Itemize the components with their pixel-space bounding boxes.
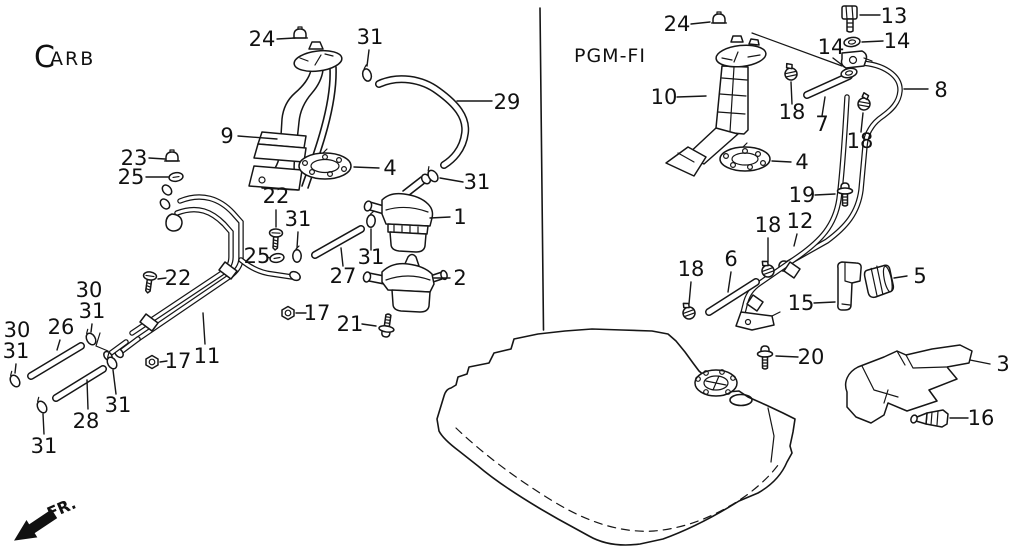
screw-22-icon-a [269,229,283,251]
cap-24-icon-right [712,12,727,23]
part-label-25-5: 25 [117,165,145,189]
pump-base-plate-carb [299,149,351,179]
part-label-31-25: 31 [104,393,132,417]
tank-mount-bracket-3 [846,345,972,423]
part-label-2-14: 2 [453,266,467,290]
fuel-tank [437,329,795,545]
part-label-1-10: 1 [453,205,467,229]
callout-leader-26-20 [57,340,60,350]
part-label-24-28: 24 [663,12,691,36]
callout-leader-12-39 [794,234,797,246]
part-label-13-29: 13 [880,4,908,28]
clamp-18-icon-1 [783,62,798,81]
part-label-3-46: 3 [996,352,1010,376]
part-label-31-22: 31 [2,339,30,363]
part-label-15-43: 15 [787,291,815,315]
callout-leader-24-0 [277,38,295,39]
part-label-25-12: 25 [243,244,271,268]
part-label-31-19: 31 [78,299,106,323]
pipe-holder-5 [863,264,895,299]
part-label-6-41: 6 [724,247,738,271]
part-label-19-38: 19 [788,183,816,207]
part-label-21-17: 21 [336,312,364,336]
clip-31-icon-3 [366,211,376,228]
part-label-12-39: 12 [786,209,814,233]
callout-leader-4-37 [772,161,791,162]
part-label-14-31: 14 [817,35,845,59]
part-label-31-9: 31 [463,170,491,194]
callout-leader-1-10 [430,217,450,218]
callout-leader-18-42 [689,282,691,304]
part-label-4-6: 4 [383,156,397,180]
callout-leader-4-6 [354,167,379,168]
front-direction-arrow [15,494,79,540]
callout-leader-24-28 [691,22,710,24]
part-label-30-18: 30 [75,278,103,302]
part-label-31-1: 31 [356,25,384,49]
clip-31-icon-5 [82,328,97,346]
part-label-24-0: 24 [248,27,276,51]
pipe-holder-15 [838,262,861,310]
part-label-7-34: 7 [815,112,829,136]
pump-base-plate-pgmfi [720,143,770,171]
hose-29 [379,79,465,165]
part-label-29-2: 29 [493,90,521,114]
part-label-27-11: 27 [329,264,357,288]
cap-24-icon-left [293,27,308,38]
callout-leader-11-24 [203,313,205,344]
part-label-11-24: 11 [193,344,221,368]
nut-17-icon-a [282,307,294,320]
bolt-21-icon [378,313,396,338]
part-label-20-45: 20 [797,345,825,369]
callout-leader-6-41 [728,272,731,292]
callout-leader-20-45 [776,356,798,357]
screw-22-icon-b [141,271,157,294]
part-label-10-32: 10 [650,85,678,109]
section-title-carb-initial: C [34,40,55,75]
nut-17-icon-b [146,356,158,369]
grommet-25-icon-b [269,253,284,264]
drain-bolt-16 [910,410,948,427]
hose-27 [315,229,361,255]
clip-31-icon-8 [33,396,48,414]
part-label-4-37: 4 [795,150,809,174]
part-label-5-44: 5 [913,264,927,288]
callout-leader-5-44 [894,276,907,278]
callout-leader-19-38 [815,194,835,195]
part-label-14-30: 14 [883,29,911,53]
bolt-20-icon [758,346,773,369]
washer-14-icon-b [840,67,858,79]
part-label-18-36: 18 [846,129,874,153]
part-label-17-16: 17 [303,301,331,325]
part-label-22-15: 22 [164,266,192,290]
washer-14-icon-a [843,36,860,47]
part-label-28-26: 28 [72,409,100,433]
part-label-9-3: 9 [220,124,234,148]
part-label-26-20: 26 [47,315,75,339]
front-direction-label: FR. [44,493,79,523]
part-label-31-8: 31 [284,207,312,231]
callout-leader-31-9 [440,178,463,182]
clip-31-icon-1 [360,64,372,82]
tank-access-oval [730,395,752,406]
section-title-pgmfi: PGM-FI [574,45,646,67]
part-label-18-33: 18 [778,100,806,124]
callout-leader-31-1 [367,50,369,66]
callout-leader-31-19 [91,324,92,332]
section-title-carb-rest: ARB [50,48,96,70]
callout-leader-3-46 [970,360,990,364]
callout-leader-10-32 [677,96,706,97]
callout-leader-28-26 [87,380,88,409]
fuel-filter-1 [363,173,432,252]
hose-7 [807,76,849,95]
cap-23-icon [165,150,180,161]
part-label-22-7: 22 [262,184,290,208]
part-label-18-40: 18 [754,213,782,237]
callout-leader-15-43 [814,302,835,303]
callout-leader-23-4 [149,158,165,159]
callout-leader-31-27 [43,414,44,434]
section-divider [540,8,544,330]
clamp-18-icon-2 [857,92,872,111]
part-label-18-42: 18 [677,257,705,281]
callout-leader-31-22 [15,364,16,373]
callout-leader-14-30 [862,41,883,42]
banjo-bolt-13 [842,6,857,32]
part-label-30-21: 30 [3,318,31,342]
part-label-31-13: 31 [357,245,385,269]
callout-leader-21-17 [362,324,376,326]
part-label-31-27: 31 [30,434,58,458]
part-label-16-47: 16 [967,406,995,430]
part-label-23-4: 23 [120,146,148,170]
hose-28 [56,369,103,398]
clamp-18-icon-4 [680,301,697,321]
fuel-pipe-assembly-11 [96,183,302,362]
callout-leader-31-25 [113,370,116,394]
grommet-25-icon-a [168,172,183,182]
hose-26 [31,346,81,376]
part-label-17-23: 17 [164,349,192,373]
clip-31-icon-6 [6,370,21,388]
callout-leader-31-8 [297,232,298,248]
part-label-8-35: 8 [934,78,948,102]
